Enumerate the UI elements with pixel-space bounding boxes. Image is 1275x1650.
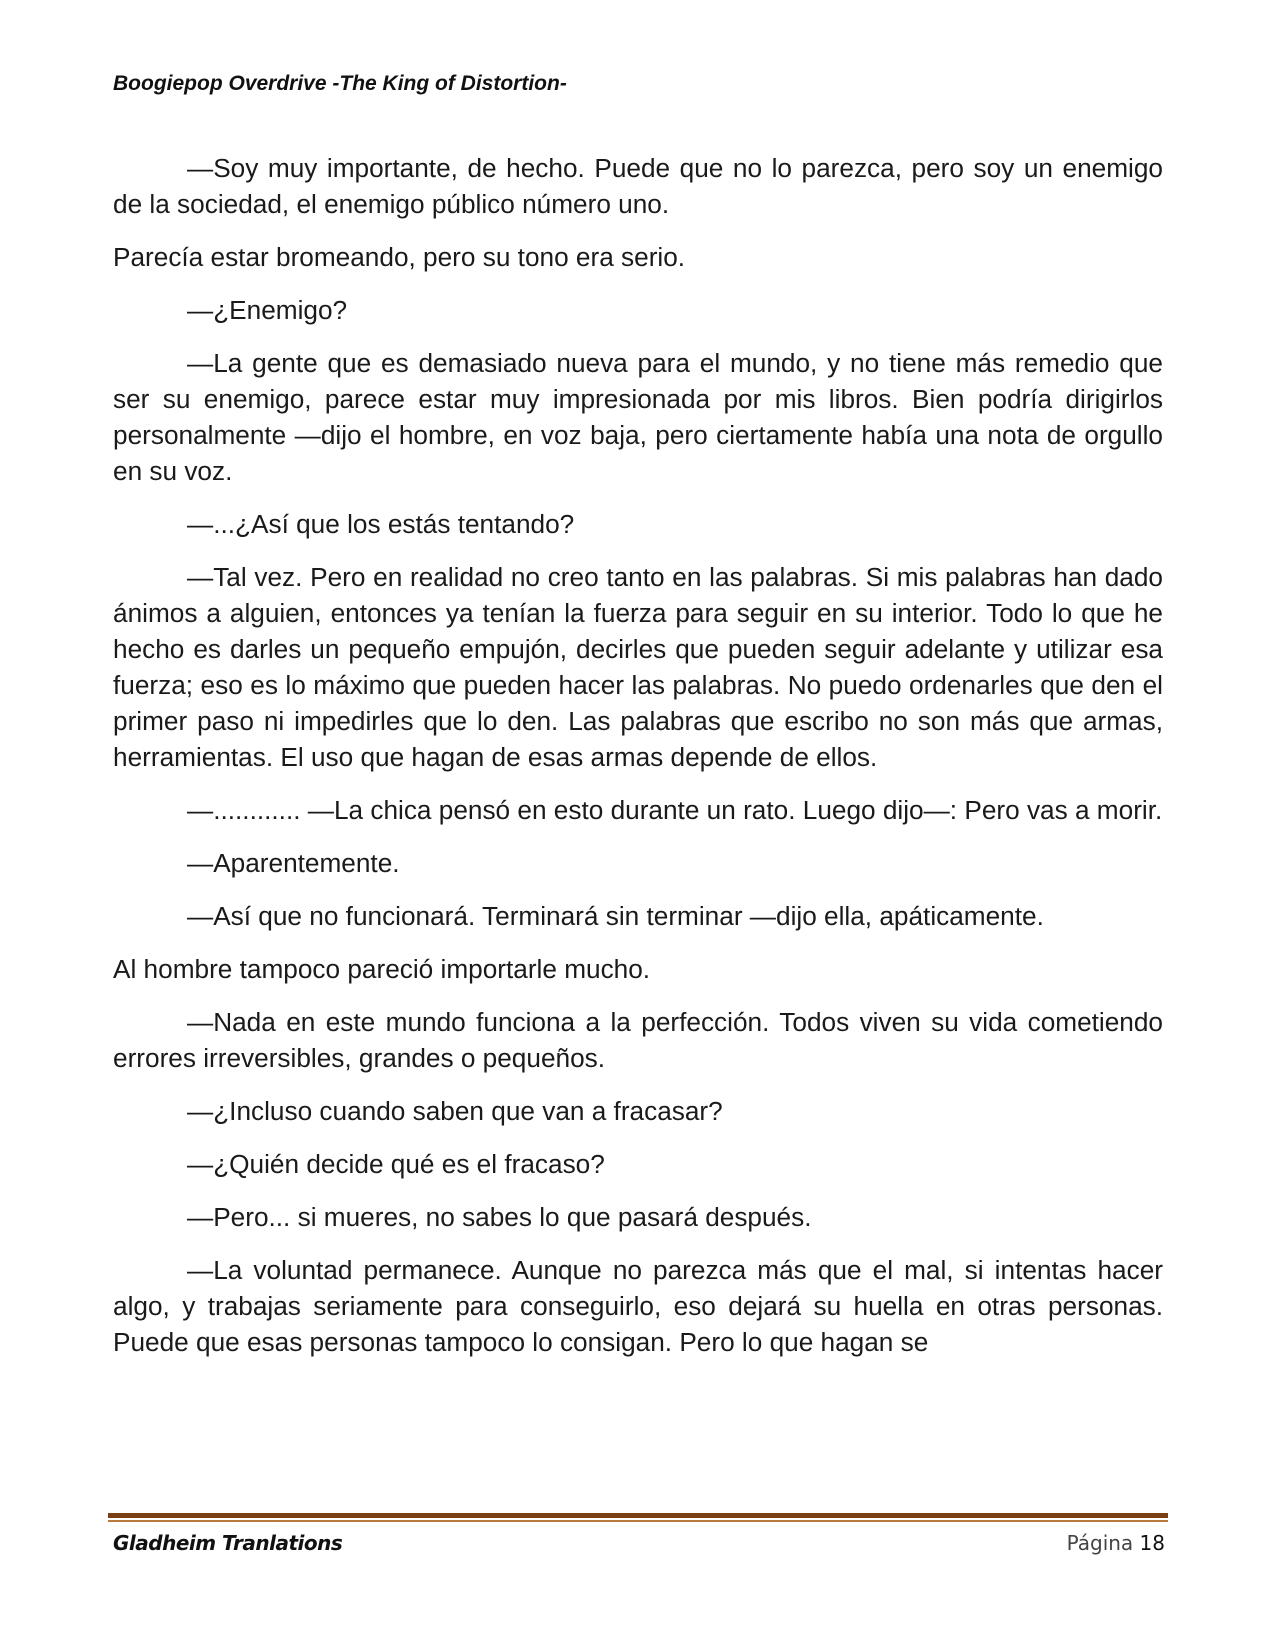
paragraph: Al hombre tampoco pareció importarle mucho. (113, 954, 651, 984)
footer-divider-accent (108, 1520, 1168, 1522)
paragraph: —............ —La chica pensó en esto durante un rato. Luego dijo—: Pero vas a morir. (187, 795, 1163, 825)
page-body (113, 150, 1163, 1377)
paragraph: —¿Incluso cuando saben que van a fracasar? (187, 1096, 723, 1126)
paragraph: —Aparentemente. (187, 848, 400, 878)
paragraph: —Pero... si mueres, no sabes lo que pasará después. (187, 1202, 812, 1232)
page-number-block (1067, 1531, 1165, 1555)
footer-credit: Gladheim Tranlations (113, 1531, 343, 1555)
paragraph: —Así que no funcionará. Terminará sin terminar —dijo ella, apáticamente. (187, 901, 1044, 931)
paragraph: —La gente que es demasiado nueva para el mundo, y no tiene más remedio que ser su enemigo, parece estar muy impresionada por mis libros. Bien podría dirigirlos personalmente —dijo el hombre, en voz baja, pero ciertamente había una nota de orgullo en su voz. (113, 348, 1163, 486)
footer-divider (108, 1513, 1168, 1518)
paragraph: Parecía estar bromeando, pero su tono era serio. (113, 242, 686, 272)
page-label: Página (1066, 1531, 1134, 1555)
page-number: 18 (1139, 1531, 1165, 1555)
paragraph: —...¿Así que los estás tentando? (187, 509, 575, 539)
paragraph: —Tal vez. Pero en realidad no creo tanto en las palabras. Si mis palabras han dado ánimos a alguien, entonces ya tenían la fuerza para seguir en su interior. Todo lo que he hecho es darles un pequeño empujón, decirles que pueden seguir adelante y utilizar esa fuerza; eso es lo máximo que pueden hacer las palabras. No puedo ordenarles que den el primer paso ni impedirles que lo den. Las palabras que escribo no son más que armas, herramientas. El uso que hagan de esas armas depende de ellos. (113, 562, 1163, 772)
paragraph: —¿Quién decide qué es el fracaso? (187, 1149, 605, 1179)
paragraph: —La voluntad permanece. Aunque no parezca más que el mal, si intentas hacer algo, y trabajas seriamente para conseguirlo, eso dejará su huella en otras personas. Puede que esas personas tampoco lo consigan. Pero lo que hagan se (113, 1255, 1163, 1357)
running-header: Boogiepop Overdrive -The King of Distortion- (113, 72, 567, 95)
paragraph: —¿Enemigo? (187, 295, 348, 325)
paragraph: —Nada en este mundo funciona a la perfección. Todos viven su vida cometiendo errores irreversibles, grandes o pequeños. (113, 1007, 1163, 1073)
paragraph: —Soy muy importante, de hecho. Puede que no lo parezca, pero soy un enemigo de la sociedad, el enemigo público número uno. (113, 153, 1163, 219)
